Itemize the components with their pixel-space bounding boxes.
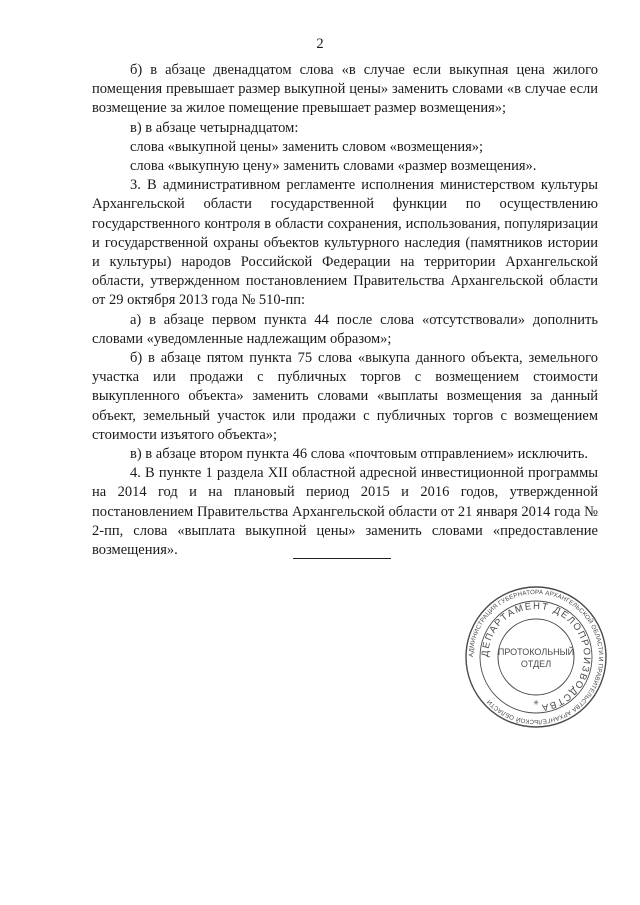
- paragraph-item-b-twelfth: б) в абзаце двенадцатом слова «в случае если выкупная цена жилого помещения превышает размер выкупной цены» заменить словами «в случае если возмещение за жилое помещение превышает размер возмещения»;: [92, 62, 598, 117]
- stamp-center-line-1: ПРОТОКОЛЬНЫЙ: [497, 647, 575, 657]
- page-number: 2: [316, 36, 324, 52]
- stamp-inner-ring-text: ДЕПАРТАМЕНТ ДЕЛОПРОИЗВОДСТВА: [479, 600, 593, 713]
- paragraph-section-3: 3. В административном регламенте исполнения министерством культуры Архангельской области государственной функции по осуществлению государственного контроля в области сохранения, использования, популяризации и государственной охраны объектов культурного наследия (памятников истории и культуры) народов Российской Федерации на территории Архангельской области, утвержденном постановлением Правительства Архангельской области от 29 октября 2013 года № 510-пп:: [92, 177, 598, 309]
- end-divider: [293, 558, 391, 559]
- stamp-center-line-2: ОТДЕЛ: [520, 659, 552, 669]
- paragraph-section-4: 4. В пункте 1 раздела XII областной адресной инвестиционной программы на 2014 год и на плановый период 2015 и 2016 годов, утвержденной постановлением Правительства Архангельской области от 21 января 2014 года № 2-пп, слова «выплата выкупной цены» заменить словами «предоставление возмещения».: [92, 465, 598, 559]
- paragraph-item-v-fourteenth: в) в абзаце четырнадцатом:: [130, 119, 299, 136]
- paragraph-replace-price-amount: слова «выкупную цену» заменить словами «размер возмещения».: [130, 158, 537, 175]
- paragraph-item-a-44: а) в абзаце первом пункта 44 после слова «отсутствовали» дополнить словами «уведомленные надлежащим образом»;: [92, 311, 598, 347]
- stamp-star-icon: ✳: [533, 700, 539, 707]
- paragraph-replace-price: слова «выкупной цены» заменить словом «возмещения»;: [130, 138, 484, 155]
- paragraph-item-b-75: б) в абзаце пятом пункта 75 слова «выкупа данного объекта, земельного участка или продажи с публичных торгов с возмещением стоимости выкупленного объекта» заменить словами «выплаты возмещения за данный объект, земельный участок или продажи с публичных торгов с возмещением стоимости изъятого объекта»;: [92, 350, 598, 443]
- paragraph-item-v-46: в) в абзаце втором пункта 46 слова «почтовым отправлением» исключить.: [130, 446, 588, 463]
- stamp-outer-ring-text: АДМИНИСТРАЦИЯ ГУБЕРНАТОРА АРХАНГЕЛЬСКОЙ ОБЛАСТИ И ПРАВИТЕЛЬСТВА АРХАНГЕЛЬСКОЙ ОБЛАСТИ: [467, 588, 605, 726]
- document-body: [92, 61, 598, 560]
- protocol-department-stamp: [465, 586, 607, 728]
